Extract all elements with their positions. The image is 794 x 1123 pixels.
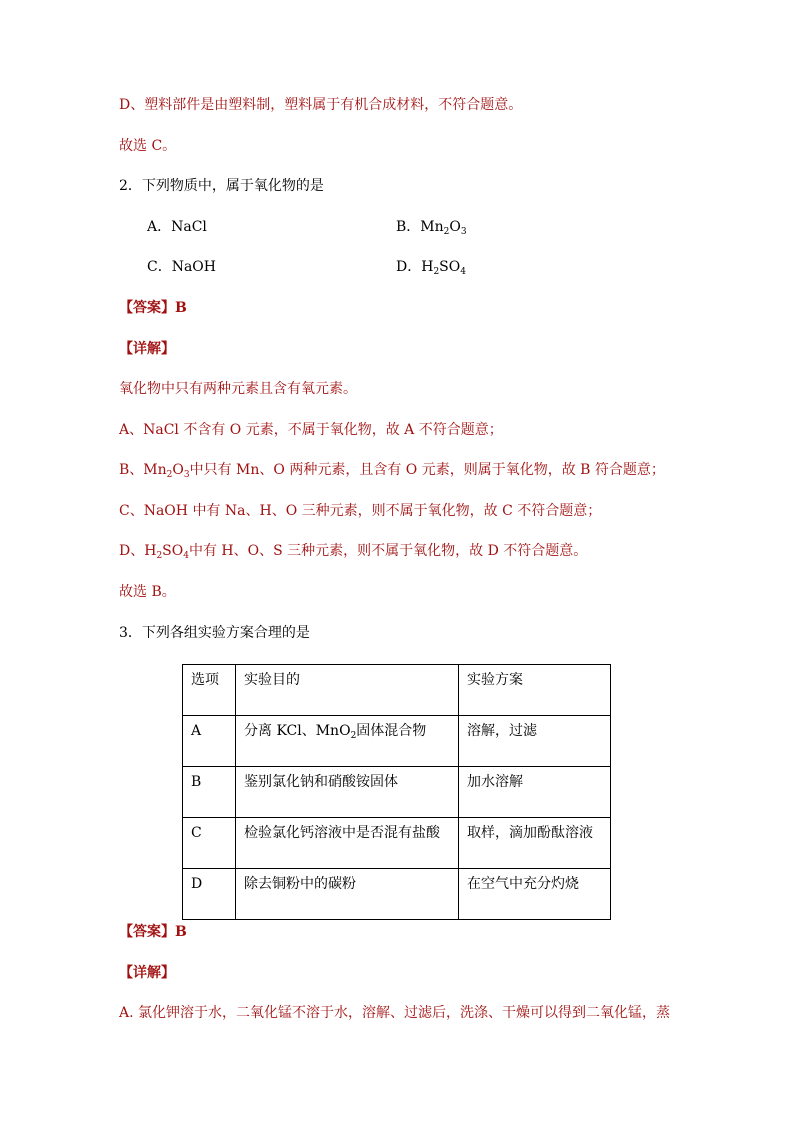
analysis-b: B、$Mn_2O_3$中只有 Mn、O 两种元素，且含有 O 元素，则属于氧化物，故 B 符合题意；	[119, 462, 665, 480]
table-row	[183, 818, 611, 869]
table-header-cell: 实验方案	[459, 665, 611, 716]
table-cell: 检验氯化钙溶液中是否混有盐酸	[236, 818, 459, 869]
answer-3: 【答案】B	[119, 924, 187, 940]
table-cell: 加水溶解	[459, 767, 611, 818]
table-row	[183, 716, 611, 767]
table-row	[183, 869, 611, 920]
table-cell: 分离 KCl、MnO$_2$固体混合物	[236, 716, 459, 767]
table-cell: 除去铜粉中的碳粉	[236, 869, 459, 920]
table-header-cell: 选项	[183, 665, 236, 716]
table-cell: 鉴别氯化钠和硝酸铵固体	[236, 767, 459, 818]
d-plastic-line: D、塑料部件是由塑料制，塑料属于有机合成材料，不符合题意。	[119, 97, 523, 113]
table-cell: B	[183, 767, 236, 818]
table-cell: A	[183, 716, 236, 767]
option-2a: A．NaCl	[147, 219, 207, 235]
table-cell: 溶解，过滤	[459, 716, 611, 767]
question-3: 3．下列各组实验方案合理的是	[119, 625, 310, 641]
option-2b: B．$Mn_2O_3$	[396, 219, 467, 237]
analysis-a: A、NaCl 不含有 O 元素，不属于氧化物，故 A 不符合题意；	[119, 422, 503, 438]
table-header-row	[183, 665, 611, 716]
table-row	[183, 767, 611, 818]
table-cell: C	[183, 818, 236, 869]
analysis-d: D、$H_2SO_4$中有 H、O、S 三种元素，则不属于氧化物，故 D 不符合题意。	[119, 543, 588, 561]
detail-3-heading: 【详解】	[119, 965, 175, 981]
analysis-3a: A. 氯化钾溶于水，二氧化锰不溶于水，溶解、过滤后，洗涤、干燥可以得到二氧化锰，蒸	[119, 1005, 671, 1021]
table-cell: 取样，滴加酚酞溶液	[459, 818, 611, 869]
choose-b-line: 故选 B。	[119, 584, 176, 600]
option-2d: D．$H_2SO_4$	[396, 259, 466, 277]
detail-2-heading: 【详解】	[119, 341, 175, 357]
analysis-c: C、NaOH 中有 Na、H、O 三种元素，则不属于氧化物，故 C 不符合题意；	[119, 503, 602, 519]
question-2: 2．下列物质中，属于氧化物的是	[119, 178, 324, 194]
oxide-definition: 氧化物中只有两种元素且含有氧元素。	[119, 381, 357, 397]
table-cell: D	[183, 869, 236, 920]
answer-2: 【答案】B	[119, 300, 187, 316]
experiment-table	[182, 664, 611, 920]
option-2c: C．NaOH	[147, 259, 216, 275]
table-cell: 在空气中充分灼烧	[459, 869, 611, 920]
choose-c-line: 故选 C。	[119, 138, 177, 154]
table-header-cell: 实验目的	[236, 665, 459, 716]
